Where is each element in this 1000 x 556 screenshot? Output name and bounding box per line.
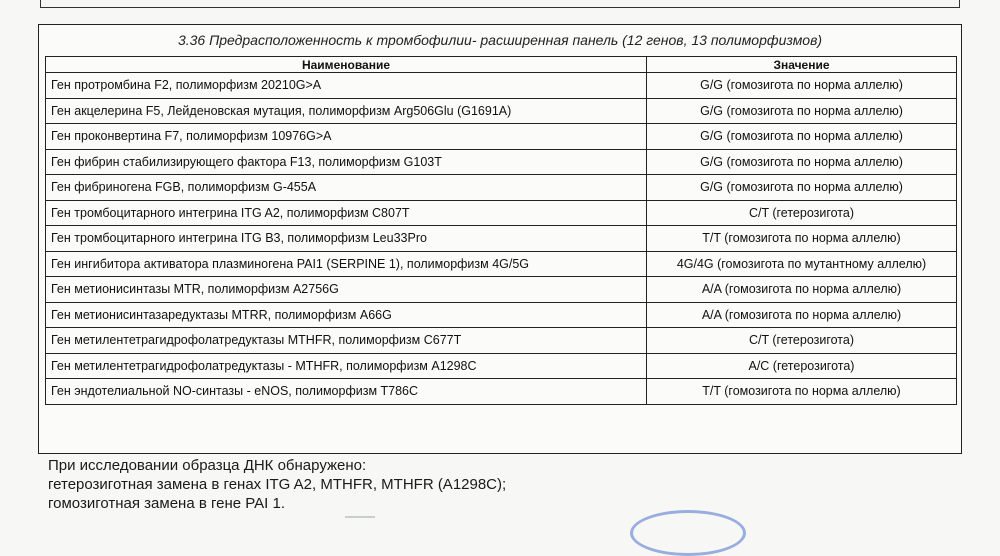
table-row xyxy=(46,73,957,99)
gene-value: A/A (гомозигота по норма аллелю) xyxy=(647,302,957,328)
conclusion-line: При исследовании образца ДНК обнаружено: xyxy=(48,457,367,474)
conclusion-line: гетерозиготная замена в генах ITG A2, MTHFR, MTHFR (A1298C); xyxy=(48,476,507,493)
gene-name: Ген ингибитора активатора плазминогена PAI1 (SERPINE 1), полиморфизм 4G/5G xyxy=(46,251,647,277)
scan-mark xyxy=(345,516,375,524)
thrombophilia-panel xyxy=(38,24,962,454)
table-row xyxy=(46,251,957,277)
table-row xyxy=(46,98,957,124)
results-table xyxy=(45,56,957,405)
gene-name: Ген фибриногена FGB, полиморфизм G-455A xyxy=(46,175,647,201)
gene-value: G/G (гомозигота по норма аллелю) xyxy=(647,149,957,175)
table-row xyxy=(46,379,957,405)
table-row xyxy=(46,328,957,354)
gene-value: G/G (гомозигота по норма аллелю) xyxy=(647,124,957,150)
conclusion-line: гомозиготная замена в гене PAI 1. xyxy=(48,495,285,512)
gene-value: C/T (гетерозигота) xyxy=(647,200,957,226)
gene-value: G/G (гомозигота по норма аллелю) xyxy=(647,73,957,99)
gene-value: T/T (гомозигота по норма аллелю) xyxy=(647,379,957,405)
column-header-value: Значение xyxy=(647,57,957,73)
gene-name: Ген протромбина F2, полиморфизм 20210G>A xyxy=(46,73,647,99)
table-row xyxy=(46,302,957,328)
gene-name: Ген проконвертина F7, полиморфизм 10976G>A xyxy=(46,124,647,150)
gene-value: G/G (гомозигота по норма аллелю) xyxy=(647,175,957,201)
gene-name: Ген тромбоцитарного интегрина ITG A2, полиморфизм C807T xyxy=(46,200,647,226)
gene-value: 4G/4G (гомозигота по мутантному аллелю) xyxy=(647,251,957,277)
gene-name: Ген акцелерина F5, Лейденовская мутация, полиморфизм Arg506Glu (G1691A) xyxy=(46,98,647,124)
stamp-seal xyxy=(630,510,746,556)
gene-name: Ген фибрин стабилизирующего фактора F13, полиморфизм G103T xyxy=(46,149,647,175)
gene-value: A/A (гомозигота по норма аллелю) xyxy=(647,277,957,303)
gene-name: Ген эндотелиальной NO-синтазы - eNOS, полиморфизм T786C xyxy=(46,379,647,405)
gene-value: T/T (гомозигота по норма аллелю) xyxy=(647,226,957,252)
gene-value: A/C (гетерозигота) xyxy=(647,353,957,379)
previous-section-border xyxy=(40,0,960,8)
gene-name: Ген метионисинтазаредуктазы MTRR, полиморфизм A66G xyxy=(46,302,647,328)
table-header-row xyxy=(46,57,957,73)
table-row xyxy=(46,149,957,175)
gene-name: Ген метилентетрагидрофолатредуктазы MTHFR, полиморфизм C677T xyxy=(46,328,647,354)
conclusion-text xyxy=(48,456,506,513)
panel-title: 3.36 Предрасположенность к тромбофилии- расширенная панель (12 генов, 13 полиморфизмов) xyxy=(177,32,823,48)
table-row xyxy=(46,353,957,379)
table-row xyxy=(46,200,957,226)
column-header-name: Наименование xyxy=(46,57,647,73)
table-row xyxy=(46,175,957,201)
table-row xyxy=(46,124,957,150)
gene-value: G/G (гомозигота по норма аллелю) xyxy=(647,98,957,124)
table-row xyxy=(46,277,957,303)
gene-name: Ген метилентетрагидрофолатредуктазы - MTHFR, полиморфизм A1298C xyxy=(46,353,647,379)
gene-value: C/T (гетерозигота) xyxy=(647,328,957,354)
gene-name: Ген метионисинтазы MTR, полиморфизм A2756G xyxy=(46,277,647,303)
table-row xyxy=(46,226,957,252)
gene-name: Ген тромбоцитарного интегрина ITG B3, полиморфизм Leu33Pro xyxy=(46,226,647,252)
